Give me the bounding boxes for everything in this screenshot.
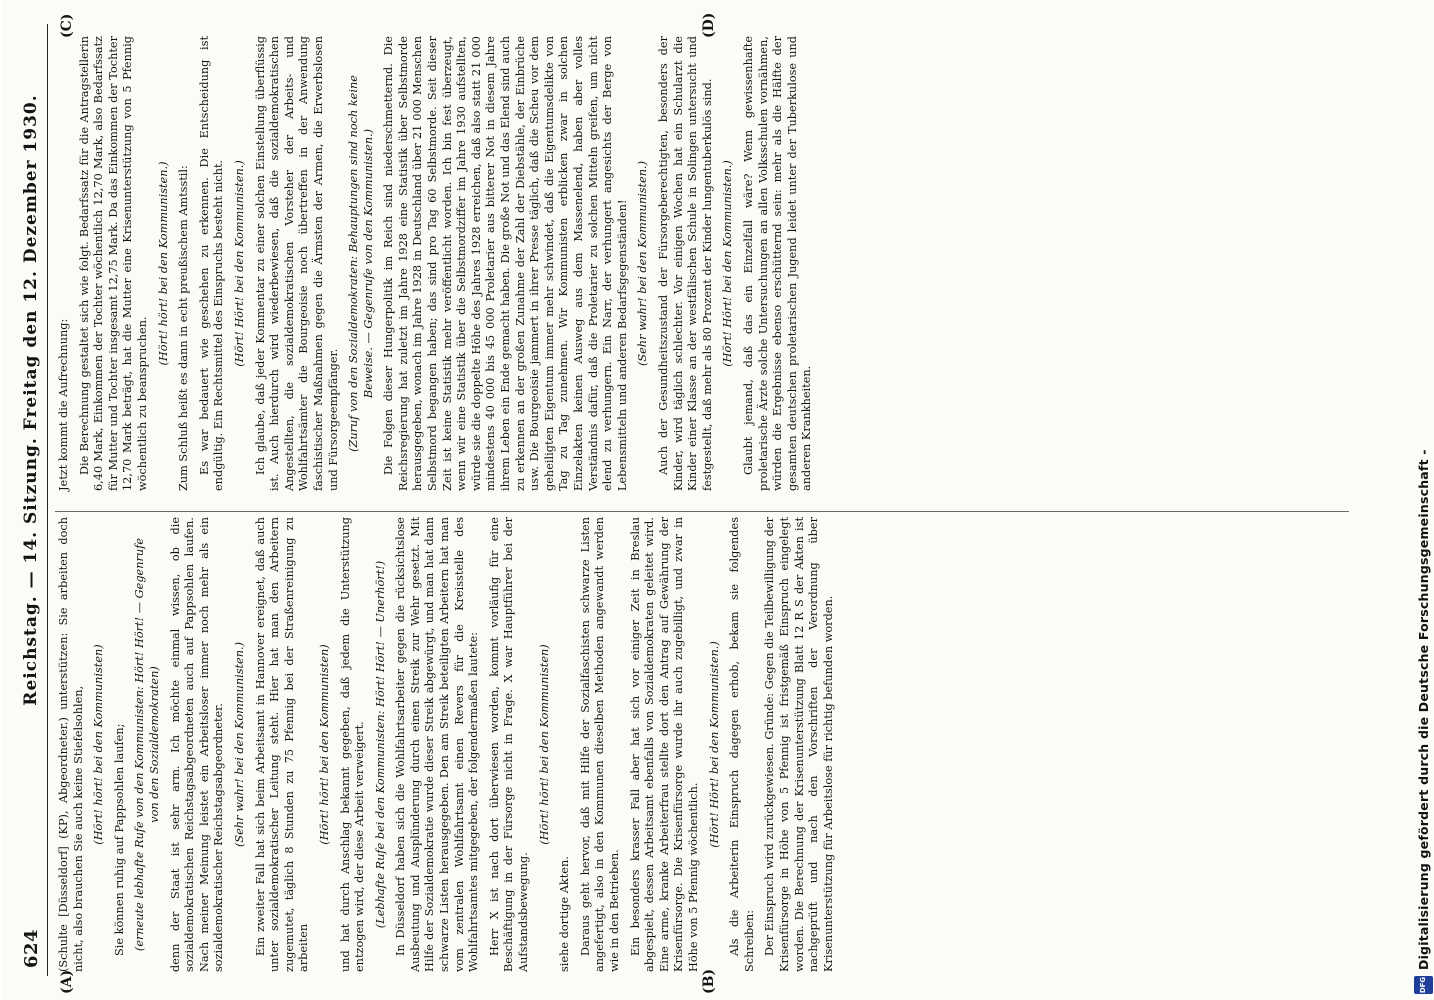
page-number: 624 [21,928,42,968]
paragraph: Ich glaube, daß jeder Kommentar zu einer solchen Einstellung überflüssig ist. Auch hierdurch wird wiederbewiesen, daß die sozialdemokratischen Angestellten, die sozialdemokratischen Vorsteher der Arbeits- und Wohlfahrtsämter die Bourgeoisie noch übertreffen in der Anwendung faschistischer Maßnahmen gegen die Ärmsten der Armen, die Erwerbslosen und Fürsorgeempfänger. [253,36,340,491]
paragraph: siehe dortige Akten. [558,856,572,972]
paragraph: Der Einspruch wird zurückgewiesen. Gründe: Gegen die Teilbewilligung der Krisenfürsorge in Höhe von 5 Pfennig ist fristgemäß Einspruch eingelegt worden. Die Berechnung der Krisenunterstützung Blatt 12 R S der Akten ist nachgeprüft und nach den Vorschriften der Verordnung über Krisenunterstützung für Arbeitslose für richtig befunden worden. [763,517,835,972]
interjection: (Hört! hört! bei den Kommunisten.) [156,161,170,366]
interjection: (Hört! Hört! bei den Kommunisten.) [721,160,735,367]
interjection: (Hört! hört! bei den Kommunisten) [317,644,331,845]
margin-marker-a: (A) [59,969,75,994]
paragraph: Glaubt jemand, daß das ein Einzelfall wäre? Wenn gewissenhafte proletarische Ärzte solche Untersuchungen an allen Volksschulen vornähmen, würden die Ergebnisse ebenso erschütternd sein: mehr als die Hälfte der gesamten deutschen proletarischen Jugend leidet unter der Tuberkulose und anderen Krankheiten. [741,36,814,491]
paragraph: denn der Staat ist sehr arm. Ich möchte einmal wissen, ob die sozialdemokratischen Reichstagsabgeordneten auch auf Pappsohlen laufen. Nach meiner Meinung leistet ein Arbeitsloser immer noch mehr als ein sozialdemokratischer Reichstagsabgeordneter. [168,517,226,972]
interjection: (Sehr wahr! bei den Kommunisten.) [232,641,246,848]
right-text-column [57,36,821,491]
paragraph: Zum Schluß heißt es dann in echt preußischem Amtsstil: [177,165,191,491]
paragraph: Sie können ruhig auf Pappsohlen laufen; [112,723,126,956]
left-text-column [57,517,842,972]
interjection: (erneute lebhafte Rufe von den Kommunisten: Hört! Hört! — Gegenrufe von den Sozialdemokraten) [133,537,161,952]
margin-marker-b: (B) [701,968,717,994]
paragraph: In Düsseldorf haben sich die Wohlfahrtsarbeiter gegen die rücksichtslose Ausbeutung und Ausplünderung durch einen Streik zur Wehr gesetzt. Mit Hilfe der Sozialdemokratie wurde dieser Streik abgewürgt, und man hat dann schwarze Listen herausgegeben. Den am Streik beteiligten Arbeitern hat man vom zentralen Wohlfahrtsamt einen Revers für die Kreisstelle des Wohlfahrtsamtes mitgegeben, der folgendermaßen lautete: [394,517,481,972]
paragraph: Ein zweiter Fall hat sich beim Arbeitsamt in Hannover ereignet, daß auch unter sozialdemokratischer Leitung steht. Hier hat man den Arbeitern zugemutet, täglich 8 Stunden zu 75 Pfennig bei der Straßenreinigung zu arbeiten [253,517,311,972]
paragraph: Die Folgen dieser Hungerpolitik im Reich sind niederschmetternd. Die Reichsregierung hat zuletzt im Jahre 1928 eine Statistik über Selbstmorde herausgegeben, wonach im Jahre 1928 in Deutschland über 21 000 Menschen Selbstmord begangen haben; das sind pro Tag 60 Selbstmorde. Seit dieser Zeit ist keine Statistik mehr veröffentlicht worden. Ich bin fest überzeugt, wenn wir eine Statistik über die Selbstmordziffer im Jahre 1930 aufstellten, würde sie die doppelte Höhe des Jahres 1928 erreichen, daß also statt 21 000 mindestens 40 000 bis 45 000 Proletarier aus bitterer Not in diesem Jahre ihrem Leben ein Ende gemacht haben. Die große Not und das Elend sind auch zu erkennen an der großen Zunahme der Zahl der Diebstähle, der Einbrüche usw. Die Bourgeoisie jammert in ihrer Presse täglich, daß die Scheu vor dem geheiligten Eigentum immer mehr schwindet, daß die Eigentumsdelikte von Tag zu Tag zunehmen. Wir Kommunisten erblicken zwar in solchen Einzelakten keinen Ausweg aus dem Massenelend, haben aber volles Verständnis dafür, daß die Proletarier zu solchen Mitteln greifen, um nicht elend zu verhungern. Ein Narr, der verhungert angesichts der Berge von Lebensmitteln und anderen Bedarfsgegenständen! [382,36,629,491]
interjection: (Hört! Hört! bei den Kommunisten.) [232,160,246,367]
interjection: (Hört! hört! bei den Kommunisten) [92,644,106,845]
paragraph: Die Berechnung gestaltet sich wie folgt. Bedarfssatz für die Antragstellerin 6,40 Mark, Einkommen der Tochter wöchentlich 12,70 Mark, also Bedarfssatz für Mutter und Tochter insgesamt 12,75 Mark. Da das Einkommen der Tochter 12,70 Mark beträgt, hat die Mutter eine Krisenunterstützung von 5 Pfennig wöchentlich zu beanspruchen. [77,36,149,491]
interjection: (Zuruf von den Sozialdemokraten: Behauptungen sind noch keine Beweise. — Gegenrufe von den Kommunisten.) [347,75,375,452]
paragraph: und hat durch Anschlag bekannt gegeben, daß jedem die Unterstützung entzogen wird, der diese Arbeit verweigert. [338,517,367,972]
page-title: Reichstag. — 14. Sitzung. Freitag den 12. Dezember 1930. [21,94,41,706]
scanned-page [1,0,1434,1000]
interjection: (Lebhafte Rufe bei den Kommunisten: Hört! Hört! — Unerhört!) [373,560,387,929]
footer-credit: Digitalisierung gefördert durch die Deutsche Forschungsgemeinschaft - [1416,449,1431,970]
paragraph: Als die Arbeiterin Einspruch dagegen erhob, bekam sie folgendes Schreiben: [728,517,756,972]
interjection: (Hört! Hört! bei den Kommunisten.) [707,641,721,848]
digitization-footer [1411,0,1434,1000]
paragraph: Jetzt kommt die Aufrechnung: [57,318,70,491]
paragraph: Auch der Gesundheitszustand der Fürsorgeberechtigten, besonders der Kinder, wird täglich schlechter. Vor einigen Wochen hat ein Schularzt die Kinder einer Klasse an der westfälischen Schule in Solingen untersucht und festgestellt, daß mehr als 80 Prozent der Kinder lungentuberkulös sind. [656,36,714,491]
paragraph: Herr X ist nach dort überwiesen worden, kommt vorläufig für eine Beschäftigung in der Fürsorge nicht in Frage. X war Hauptführer bei der Aufstandsbewegung. [487,517,531,972]
margin-marker-d: (D) [701,12,717,38]
paragraph: Ein besonders krasser Fall aber hat sich vor einiger Zeit in Breslau abgespielt, dessen Arbeitsamt ebenfalls von Sozialdemokraten geleitet wird. Eine arme, kranke Arbeiterfrau stellte dort den Antrag auf Gewährung der Krisenfürsorge. Die Krisenfürsorge wurde ihr auch zugebilligt, und zwar in Höhe von 5 Pfennig wöchentlich. [628,517,700,972]
dfg-logo-icon: DFG [1414,976,1433,994]
paragraph: (Schulte [Düsseldorf] (KP), Abgeordneter.) unterstützen: Sie arbeiten doch nicht, also brauchen Sie auch keine Stiefelsohlen, [57,517,85,972]
interjection: (Hört! hört! bei den Kommunisten) [537,644,551,845]
paragraph: Es war bedauert wie geschehen zu erkennen. Die Entscheidung ist endgültig. Ein Rechtsmittel des Einspruchs besteht nicht. [197,36,226,491]
interjection: (Sehr wahr! bei den Kommunisten.) [636,160,650,367]
paragraph: Daraus geht hervor, daß mit Hilfe der Sozialfaschisten schwarze Listen angefertigt, also in den Kommunen dieselben Methoden angewandt werden wie in den Betrieben. [578,517,621,972]
page-header [13,24,48,976]
margin-marker-c: (C) [59,13,75,38]
column-divider [55,511,1349,512]
